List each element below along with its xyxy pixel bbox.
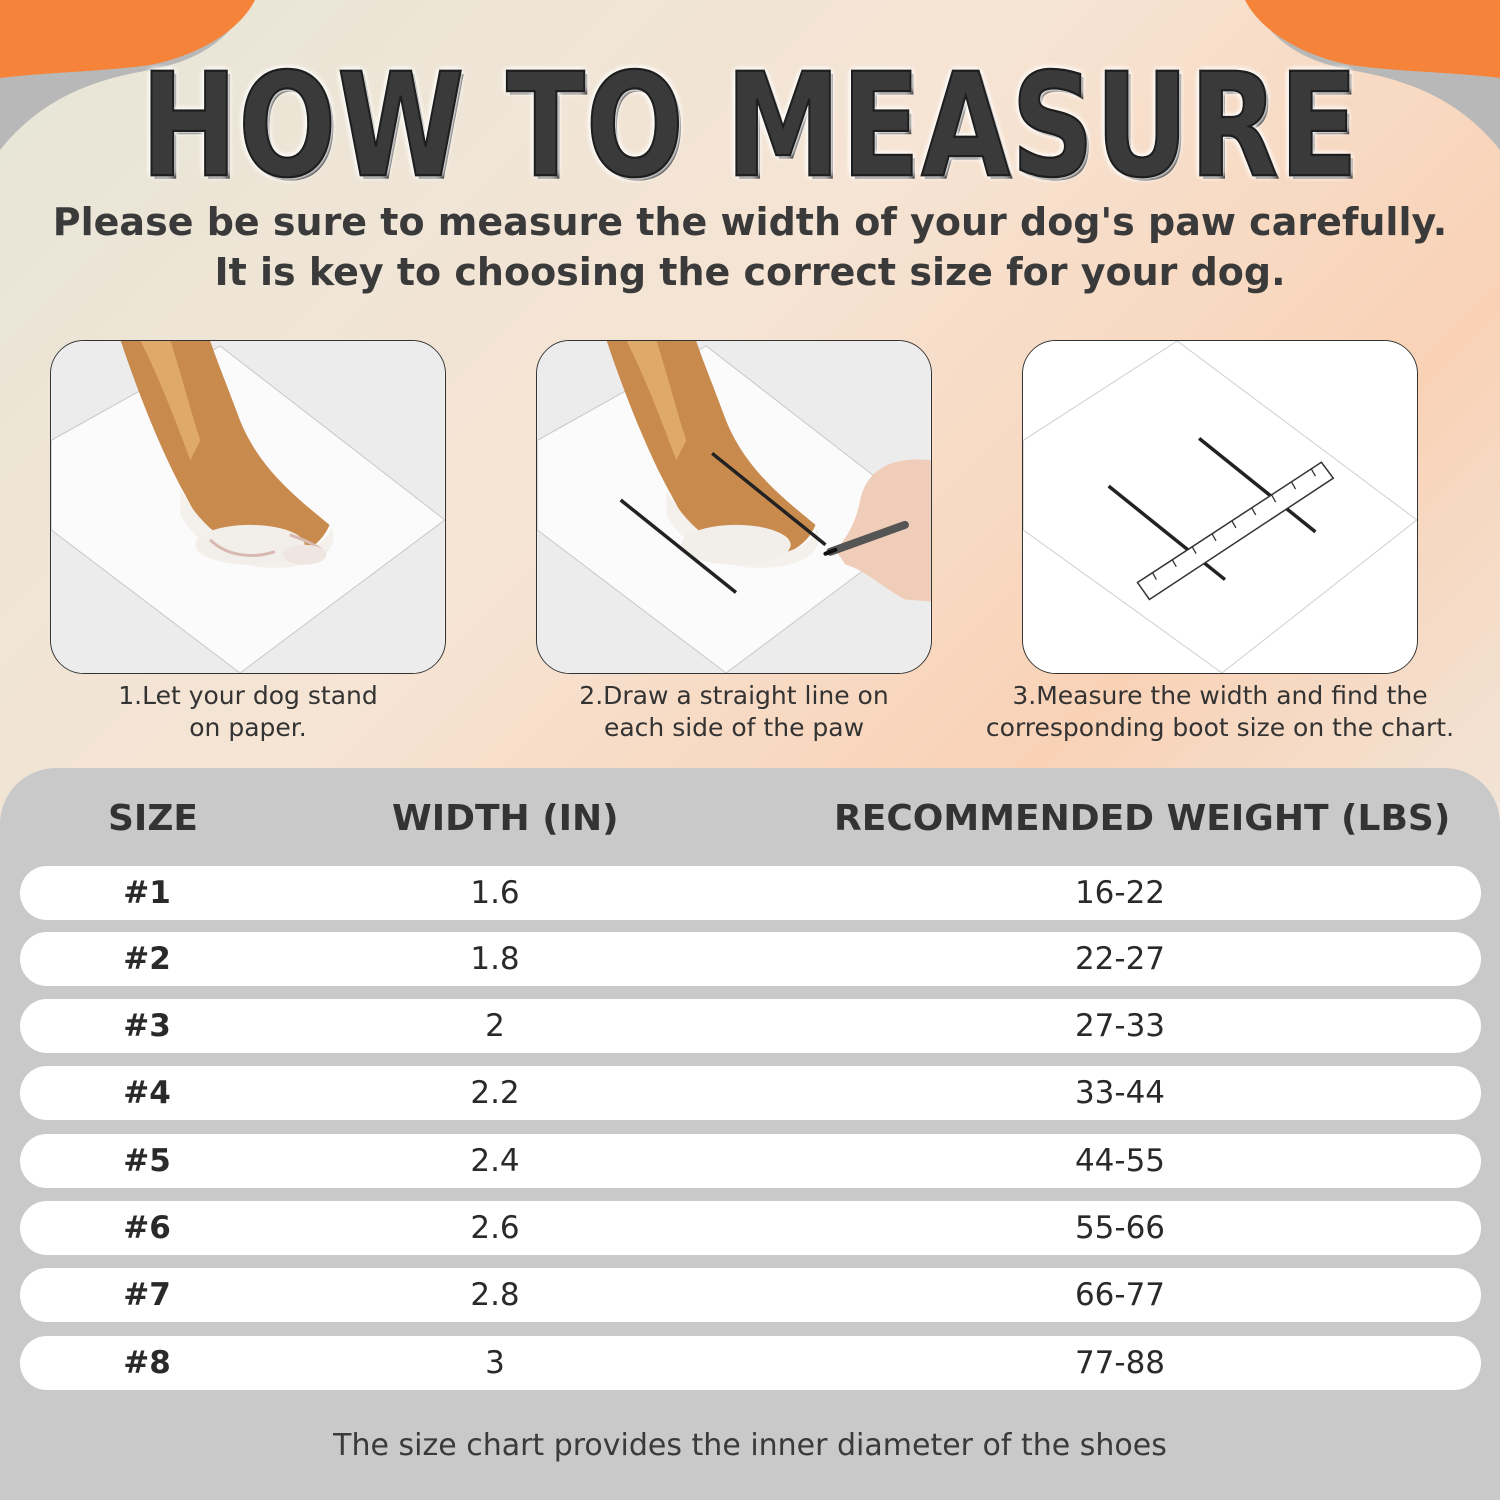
size-cell: #7 [123, 1277, 171, 1313]
size-cell: #6 [123, 1210, 171, 1246]
step-1-caption-line-2: on paper. [189, 713, 307, 742]
step-3-caption [970, 680, 1470, 744]
step-1-illustration [50, 340, 446, 674]
width-cell: 1.8 [470, 941, 520, 977]
weight-cell: 44-55 [1074, 1143, 1166, 1179]
width-cell: 2.4 [470, 1143, 520, 1179]
paw-with-lines-image [537, 341, 931, 673]
step-2-caption [484, 680, 984, 744]
size-cell: #8 [123, 1345, 171, 1381]
size-cell: #3 [123, 1008, 171, 1044]
width-cell: 2.8 [470, 1277, 520, 1313]
table-row [20, 866, 1481, 920]
table-row [20, 1268, 1481, 1322]
ruler-measure-image [1023, 341, 1417, 673]
width-cell: 2.6 [470, 1210, 520, 1246]
table-row [20, 932, 1481, 986]
table-row [20, 999, 1481, 1053]
size-chart-footnote: The size chart provides the inner diameter of the shoes [333, 1428, 1167, 1463]
size-cell: #1 [123, 875, 171, 911]
weight-cell: 27-33 [1074, 1008, 1166, 1044]
width-cell: 2.2 [470, 1075, 520, 1111]
step-3-caption-line-1: 3.Measure the width and find the [1012, 681, 1428, 710]
page-title: HOW TO MEASURE [140, 43, 1360, 210]
weight-cell: 55-66 [1074, 1210, 1166, 1246]
width-cell: 2 [485, 1008, 505, 1044]
size-cell: #5 [123, 1143, 171, 1179]
step-3-caption-line-2: corresponding boot size on the chart. [985, 713, 1455, 742]
weight-cell: 16-22 [1074, 875, 1166, 911]
step-1-caption-line-1: 1.Let your dog stand [118, 681, 378, 710]
step-2-caption-line-1: 2.Draw a straight line on [579, 681, 889, 710]
weight-cell: 77-88 [1074, 1345, 1166, 1381]
width-cell: 3 [485, 1345, 505, 1381]
table-row [20, 1066, 1481, 1120]
subtitle-line-2: It is key to choosing the correct size for your dog. [214, 250, 1286, 294]
paw-on-paper-image [51, 341, 445, 673]
width-cell: 1.6 [470, 875, 520, 911]
header-weight: RECOMMENDED WEIGHT (LBS) [834, 798, 1451, 839]
step-3-illustration [1022, 340, 1418, 674]
step-1-caption [0, 680, 498, 744]
table-row [20, 1134, 1481, 1188]
step-2-illustration [536, 340, 932, 674]
step-2-caption-line-2: each side of the paw [603, 713, 865, 742]
size-cell: #2 [123, 941, 171, 977]
weight-cell: 22-27 [1074, 941, 1166, 977]
header-width: WIDTH (IN) [392, 798, 619, 839]
size-cell: #4 [123, 1075, 171, 1111]
header-size: SIZE [108, 798, 199, 839]
weight-cell: 33-44 [1074, 1075, 1166, 1111]
weight-cell: 66-77 [1074, 1277, 1166, 1313]
table-row [20, 1201, 1481, 1255]
table-row [20, 1336, 1481, 1390]
subtitle-line-1: Please be sure to measure the width of your dog's paw carefully. [52, 200, 1448, 244]
